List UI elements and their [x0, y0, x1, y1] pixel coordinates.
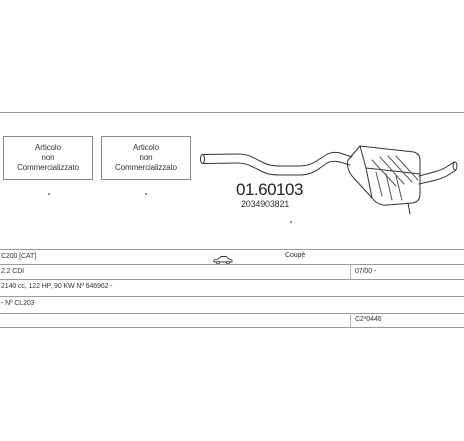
tailpipe-upper — [419, 162, 454, 176]
engine-label: 2.2 CDI — [1, 268, 25, 275]
vehicle-model: C200 [CAT] — [1, 253, 37, 260]
production-date: 07/00 - — [355, 268, 377, 275]
engine-specs: 2140 cc, 122 HP, 90 KW Nº 646962 - — [1, 283, 113, 290]
car-side-icon — [213, 255, 233, 265]
box-line-2: non — [139, 153, 153, 162]
table-top-rule — [0, 249, 464, 250]
body-type: Coupè — [285, 252, 306, 259]
box-line-2: non — [41, 153, 55, 162]
tailpipe-end — [453, 162, 457, 170]
part-marker-dot — [290, 221, 292, 223]
table-rule — [0, 313, 464, 314]
silencer-body — [348, 146, 421, 205]
silencer-top-edge — [360, 146, 420, 174]
silencer-rib — [396, 176, 402, 200]
tailpipe-lower — [419, 170, 456, 184]
silencer-hanger — [408, 203, 410, 214]
table-column-divider — [350, 313, 351, 327]
pipe-upper-edge — [203, 152, 352, 166]
chassis-number: - Nº CL203 — [1, 300, 35, 307]
box-line-3: Commercializzato — [115, 163, 177, 172]
box-line-3: Commercializzato — [17, 163, 79, 172]
table-column-divider — [350, 264, 351, 280]
box-line-1: Articolo — [35, 143, 61, 152]
reference-code: C2*0446 — [355, 316, 382, 323]
table-rule — [0, 296, 464, 297]
table-rule — [0, 279, 464, 280]
table-bottom-rule — [0, 327, 464, 328]
oem-number: 2034903821 — [241, 199, 290, 209]
pipe-inlet-end — [201, 155, 205, 164]
silencer-front-edge — [366, 168, 372, 198]
part-code: 01.60103 — [236, 180, 303, 199]
pipe-lower-edge — [203, 161, 350, 175]
box-line-1: Articolo — [133, 143, 159, 152]
silencer-rib — [376, 172, 382, 196]
silencer-rib — [372, 160, 396, 186]
